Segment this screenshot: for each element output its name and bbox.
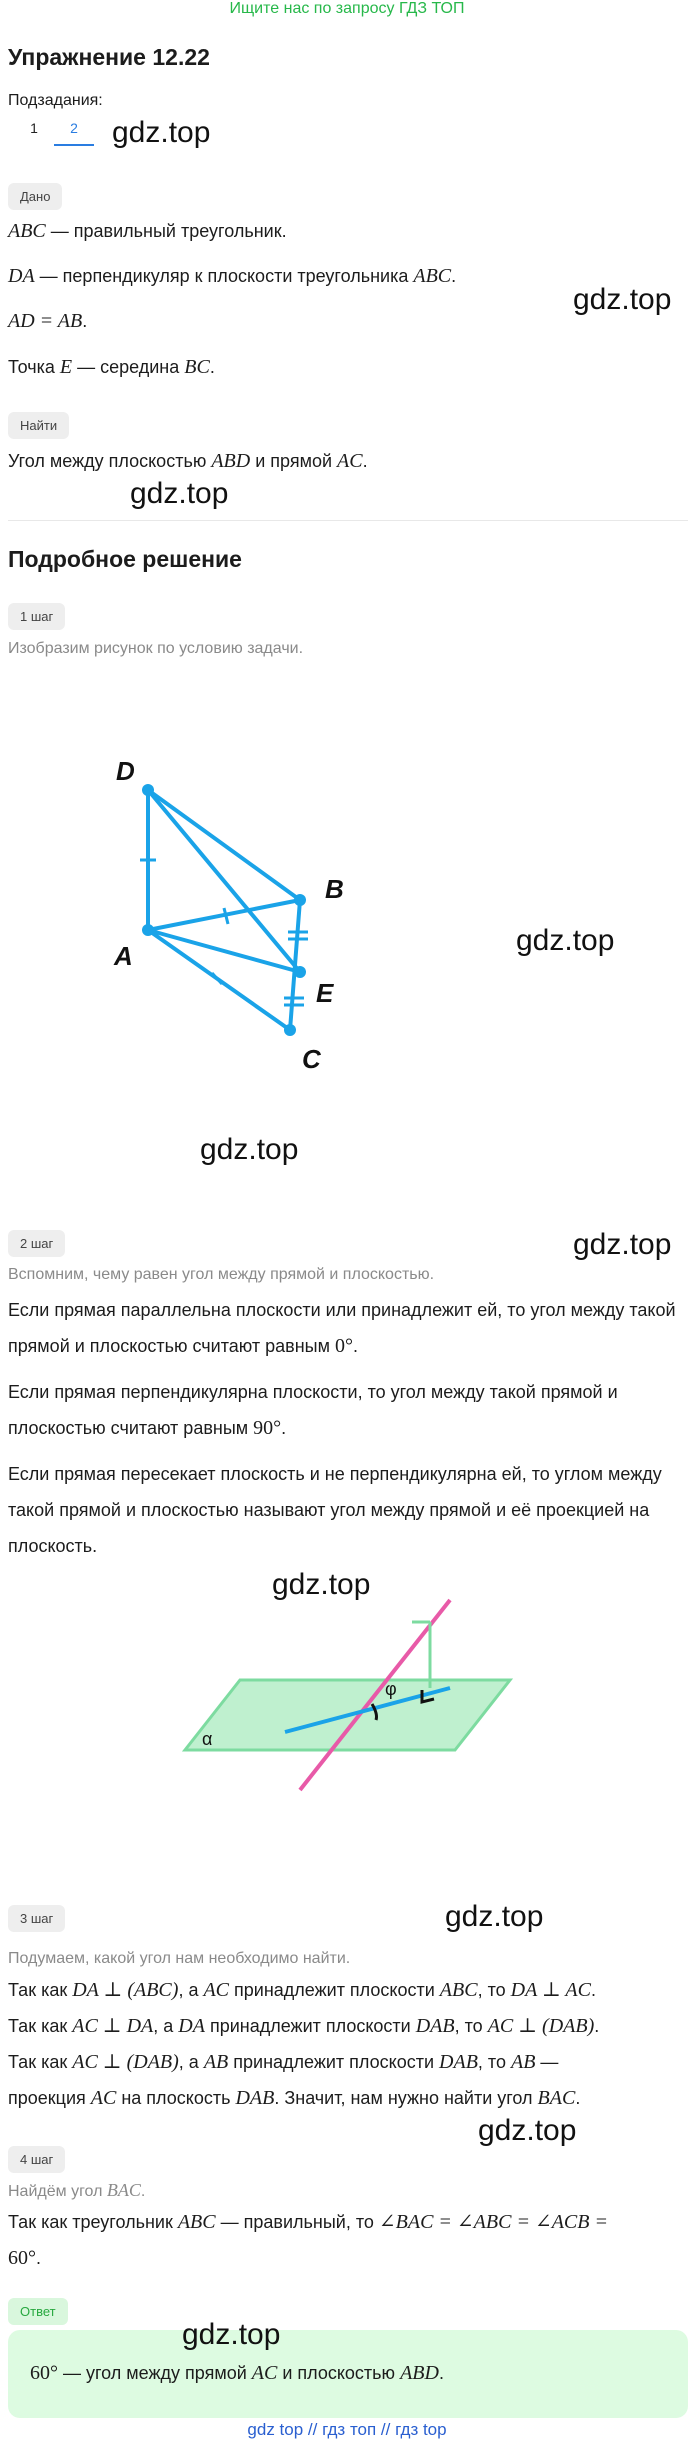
- pyramid-figure: [100, 740, 400, 1080]
- find-line: Угол между плоскостью ABD и прямой AC.: [8, 450, 368, 472]
- step-3-hint: Подумаем, какой угол нам необходимо найти.: [8, 1950, 351, 1967]
- point-b: [294, 894, 306, 906]
- answer-text: 60° — угол между прямой AC и плоскостью ABD.: [30, 2362, 444, 2384]
- edge-ae: [148, 930, 300, 972]
- subtasks-label: Подзадания:: [8, 92, 103, 109]
- step-3-text: Так как DA ⊥ (ABC), а AC принадлежит плоскости ABC, то DA ⊥ AC. Так как AC ⊥ DA, а DA принадлежит плоскости DAB, то AC ⊥ (DAB). Так как AC ⊥ (DAB), а AB принадлежит плоскости DAB, то AB — проекция AC на плоскость DAB. Значит, нам нужно найти угол BAC.: [8, 1979, 600, 2109]
- watermark: gdz.top: [573, 283, 672, 316]
- divider: [8, 520, 688, 521]
- subtask-tab-2[interactable]: 2: [54, 120, 94, 146]
- step-4-hint: Найдём угол BAC.: [8, 2180, 146, 2200]
- step-2-hint: Вспомним, чему равен угол между прямой и плоскостью.: [8, 1266, 435, 1283]
- watermark: gdz.top: [516, 924, 615, 957]
- label-e: E: [316, 978, 334, 1008]
- watermark: gdz.top: [130, 477, 229, 510]
- watermark: gdz.top: [112, 116, 211, 149]
- step-1-hint: Изобразим рисунок по условию задачи.: [8, 640, 304, 657]
- watermark: gdz.top: [478, 2114, 577, 2147]
- page-title: Упражнение 12.22: [8, 44, 210, 70]
- step-3-chip: 3 шаг: [8, 1905, 65, 1932]
- given-line-1: ABC — правильный треугольник.: [8, 220, 287, 242]
- watermark: gdz.top: [573, 1228, 672, 1261]
- watermark: gdz.top: [272, 1568, 371, 1601]
- edge-ab: [148, 900, 300, 930]
- step-2-paragraph-2: Если прямая перпендикулярна плоскости, то угол между такой прямой и плоскостью считают равным 90°.: [8, 1382, 618, 1439]
- step-2-chip: 2 шаг: [8, 1230, 65, 1257]
- edge-bc: [290, 900, 300, 1030]
- watermark: gdz.top: [182, 2318, 281, 2351]
- point-a: [142, 924, 154, 936]
- label-alpha: α: [202, 1729, 213, 1749]
- solution-title: Подробное решение: [8, 546, 242, 572]
- tick-ab: [224, 908, 228, 924]
- subtask-tab-1[interactable]: 1: [30, 120, 38, 136]
- find-chip: Найти: [8, 412, 69, 439]
- label-phi: φ: [385, 1679, 397, 1699]
- label-b: B: [325, 874, 344, 904]
- label-c: C: [302, 1044, 321, 1074]
- point-e: [294, 966, 306, 978]
- top-banner-link[interactable]: Ищите нас по запросу ГДЗ ТОП: [229, 0, 465, 17]
- answer-chip: Ответ: [8, 2298, 68, 2325]
- step-4-text: Так как треугольник ABC — правильный, то ∠BAC = ∠ABC = ∠ACB = 60°.: [8, 2211, 608, 2269]
- watermark: gdz.top: [445, 1900, 544, 1933]
- label-d: D: [116, 756, 135, 786]
- subtask-tabs: [14, 120, 94, 146]
- label-a: A: [114, 941, 133, 971]
- step-4-chip: 4 шаг: [8, 2146, 65, 2173]
- footer-links[interactable]: gdz top // гдз топ // гдз top: [247, 2420, 447, 2439]
- point-d: [142, 784, 154, 796]
- given-chip: Дано: [8, 183, 62, 210]
- given-line-2: DA — перпендикуляр к плоскости треугольника ABC.: [8, 265, 457, 287]
- point-c: [284, 1024, 296, 1036]
- given-line-3: AD = AB.: [8, 310, 88, 332]
- angle-plane-figure: [180, 1590, 520, 1810]
- step-1-chip: 1 шаг: [8, 603, 65, 630]
- watermark: gdz.top: [200, 1133, 299, 1166]
- step-2-paragraph-3: Если прямая пересекает плоскость и не перпендикулярна ей, то углом между такой прямой и плоскостью называют угол между прямой и её проекцией на плоскость.: [8, 1464, 662, 1556]
- step-2-paragraph-1: Если прямая параллельна плоскости или принадлежит ей, то угол между такой прямой и плоскостью считают равным 0°.: [8, 1300, 676, 1357]
- given-line-4: Точка E — середина BC.: [8, 356, 215, 378]
